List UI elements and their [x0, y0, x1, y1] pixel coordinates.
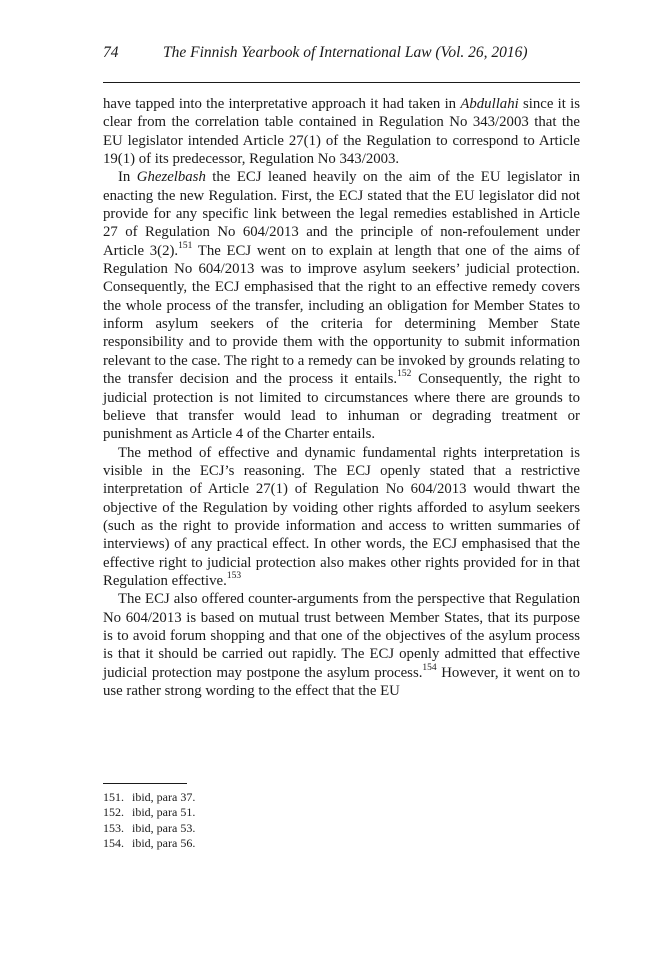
footnote-text: ibid, para 51.	[132, 805, 196, 820]
paragraph-1	[103, 95, 580, 168]
footnote-154	[103, 836, 580, 851]
footnote-152	[103, 805, 580, 820]
footnote-151	[103, 790, 580, 805]
footnote-number: 152.	[103, 805, 124, 820]
paragraph-3	[103, 444, 580, 591]
footnote-text: ibid, para 56.	[132, 835, 196, 850]
footnote-number: 151.	[103, 790, 124, 804]
paragraph-text: In	[118, 169, 137, 186]
paragraph-text: However, it went on to use rather strong wording to the effect that the EU	[103, 664, 580, 699]
paragraph-text: the ECJ leaned heavily on the aim of the EU legislator in enacting the new Regulation. First, the ECJ stated that the EU legislator did not provide for any specific link between the legal remedies established in Article 27 of Regulation No 604/2013 and the principle of non-refoulement under Article 3(2).	[103, 169, 581, 259]
footnote-text: ibid, para 37.	[132, 790, 196, 804]
footnote-ref[interactable]: 153	[226, 571, 242, 582]
header-rule	[103, 82, 580, 83]
footnote-number: 153.	[103, 820, 124, 835]
footnote-number: 154.	[103, 835, 124, 850]
paragraph-text: The ECJ went on to explain at length that one of the aims of Regulation No 604/2013 was to improve asylum seekers’ judicial protection. Consequently, the ECJ emphasised that the right to an effective remedy covers the whole process of the transfer, including an obligation for Member States to inform asylum seekers of the criteria for determining Member State responsibility and to provide them with the opportunity to submit information relevant to the case. The right to a remedy can be invoked by grounds relating to the transfer decision and the process it entails.	[103, 242, 580, 388]
case-name: Abdullahi	[460, 96, 519, 112]
paragraph-text: The method of effective and dynamic fundamental rights interpretation is visible in the ECJ’s reasoning. The ECJ openly stated that a restrictive interpretation of Article 27(1) of Regulation No 604/2013 would thwart the objective of the Regulation by voiding other rights afforded to asylum seekers (such as the right to provide information and access to written summaries of interviews) of any practical effect. In other words, the ECJ emphasised that the effective right to judicial protection also makes other rights provided for in that Regulation effective.	[103, 444, 580, 589]
main-text	[103, 95, 580, 700]
footnote-rule	[103, 783, 187, 784]
footnote-ref[interactable]: 152	[397, 369, 412, 380]
page-number: 74	[103, 44, 119, 61]
footnote-ref[interactable]: 151	[178, 240, 193, 251]
paragraph-4	[103, 590, 580, 700]
case-name: Ghezelbash	[136, 169, 206, 186]
paragraph-text: have tapped into the interpretative approach it had taken in	[103, 96, 461, 112]
running-title: The Finnish Yearbook of International Law (Vol. 26, 2016)	[163, 44, 528, 61]
footnote-153	[103, 821, 580, 836]
footnote-ref[interactable]: 154	[422, 662, 437, 673]
paragraph-2	[103, 168, 580, 443]
paragraph-text: Consequently, the right to judicial protection is not limited to circumstances where there are grounds to believe that transfer would lead to inhuman or degrading treatment or punishment as Article 4 of the Charter entails.	[103, 371, 580, 443]
footnotes	[103, 790, 580, 851]
paragraph-text: The ECJ also offered counter-arguments from the perspective that Regulation No 604/2013 is based on mutual trust between Member States, that its purpose is to avoid forum shopping and that one of the objectives of the asylum process is that it should be carried out rapidly. The ECJ openly admitted that effective judicial protection may postpone the asylum process.	[103, 591, 580, 681]
paragraph-text: since it is clear from the correlation table contained in Regulation No 343/2003 that the EU legislator intended Article 27(1) of the Regulation to correspond to Article 19(1) of its predecessor, Regulation No 343/2003.	[103, 96, 581, 168]
footnote-text: ibid, para 53.	[132, 820, 196, 835]
running-header	[103, 44, 580, 68]
